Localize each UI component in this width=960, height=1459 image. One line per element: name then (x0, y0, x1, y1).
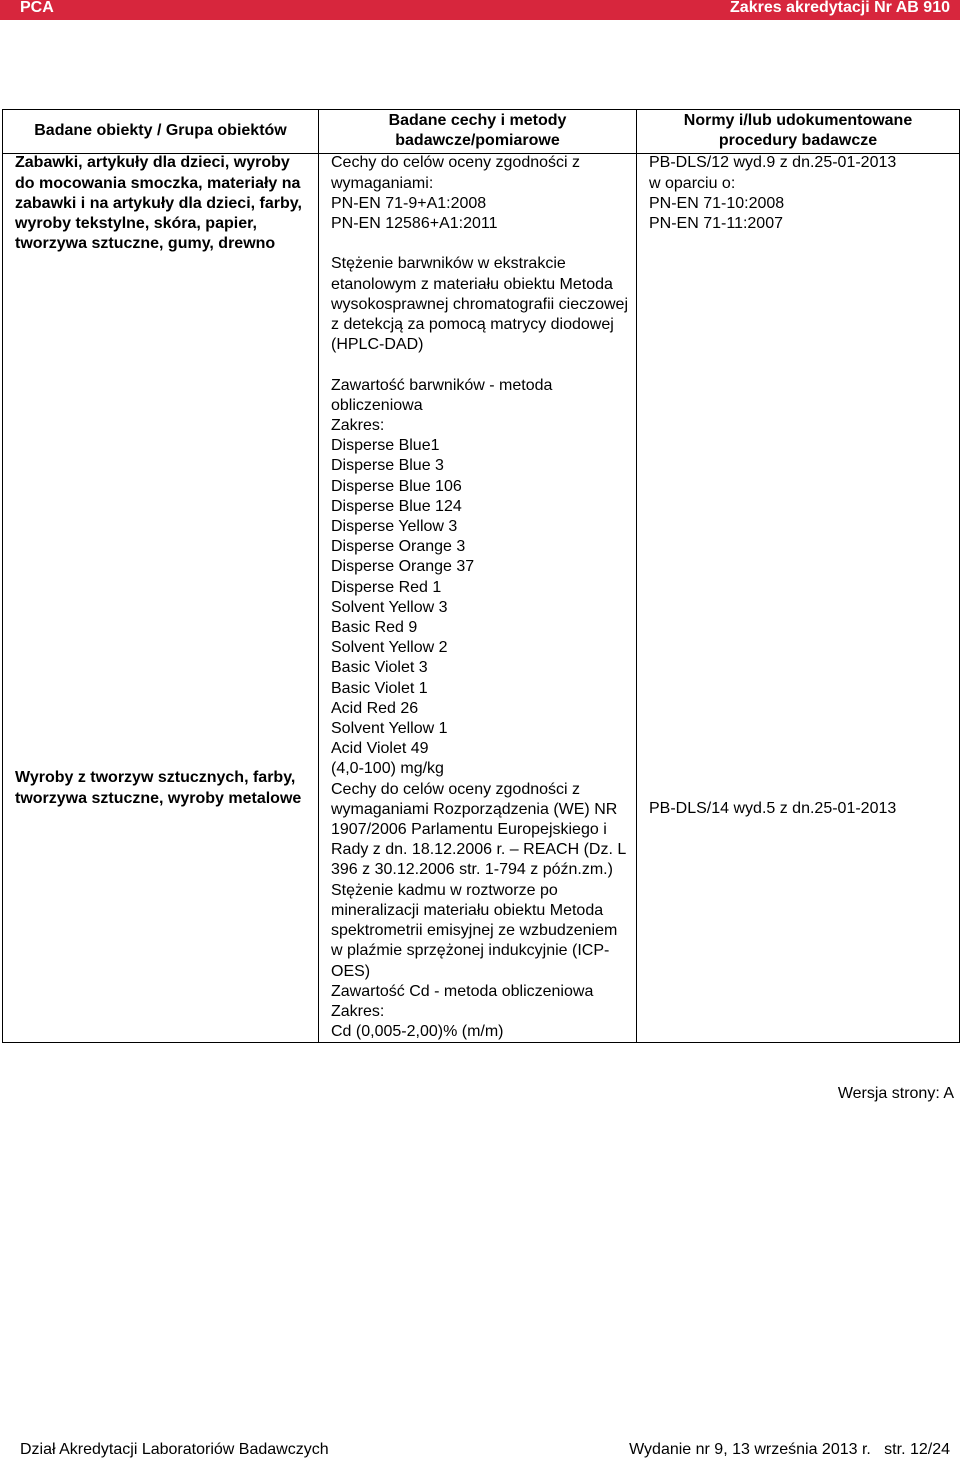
features-intro: Cechy do celów oceny zgodności z wymaganiami: (331, 154, 581, 192)
footer-left: Dział Akredytacji Laboratoriów Badawczych (20, 1441, 329, 1458)
list-item: Disperse Orange 3 (331, 538, 466, 556)
norms-cell (637, 154, 960, 1043)
list-item: Solvent Yellow 1 (331, 720, 448, 738)
table-header-row (3, 110, 960, 154)
features-method: Stężenie barwników w ekstrakcie etanolowym z materiału obiektu Metoda wysokosprawnej chromatografii cieczowej z detekcją za pomocą matrycy diodowej (HPLC-DAD) (331, 255, 629, 354)
header-left: PCA (20, 0, 54, 16)
features-cell (319, 154, 637, 1043)
features-calc: Zawartość barwników - metoda obliczeniowa (331, 376, 553, 414)
table-row (3, 154, 960, 1043)
cadmium-method: Stężenie kadmu w roztworze po mineralizacji materiału obiektu Metoda spektrometrii emisyjnej ze wzbudzeniem w plaźmie sprzężonej indukcyjnie (ICP-OES) (331, 881, 618, 980)
page-header-bar (0, 0, 960, 20)
objects-text-2: Wyroby z tworzyw sztucznych, farby, tworzywa sztuczne, wyroby metalowe (15, 769, 302, 807)
range-label-2: Zakres: (331, 1002, 385, 1020)
reach-text: Cechy do celów oceny zgodności z wymaganiami Rozporządzenia (WE) NR 1907/2006 Parlamentu Europejskiego i Rady z dn. 18.12.2006 r. – REACH (Dz. L 396 z 30.12.2006 str. 1-794 z późn.zm.) (331, 780, 626, 879)
list-item: Solvent Yellow 3 (331, 598, 448, 616)
list-item: Solvent Yellow 2 (331, 639, 448, 657)
norm-basis: w oparciu o: (649, 174, 736, 192)
objects-cell (3, 154, 319, 1043)
list-item: Acid Violet 49 (331, 740, 429, 758)
footer-right: Wydanie nr 9, 13 września 2013 r. str. 12/24 (629, 1441, 950, 1458)
list-item: Disperse Orange 37 (331, 558, 475, 576)
norm-standard-1: PN-EN 71-10:2008 (649, 194, 785, 212)
list-item: Disperse Yellow 3 (331, 518, 458, 536)
list-item: Basic Red 9 (331, 619, 418, 637)
header-objects-label: Badane obiekty / Grupa obiektów (34, 122, 287, 140)
list-item: Disperse Red 1 (331, 578, 442, 596)
features-norm-2: PN-EN 12586+A1:2011 (331, 215, 498, 233)
header-norms-label: Normy i/lub udokumentowane procedury badawcze (683, 112, 913, 150)
header-norms (637, 110, 960, 154)
list-item: Acid Red 26 (331, 699, 419, 717)
list-item: (4,0-100) mg/kg (331, 760, 444, 778)
scope-table (2, 109, 960, 1043)
list-item: Disperse Blue 124 (331, 497, 462, 515)
list-item: Basic Violet 3 (331, 659, 428, 677)
list-item: Basic Violet 1 (331, 679, 428, 697)
header-objects (3, 110, 319, 154)
objects-text: Zabawki, artykuły dla dzieci, wyroby do mocowania smoczka, materiały na zabawki i na artykuły dla dzieci, farby, wyroby tekstylne, skóra, papier, tworzywa sztuczne, gumy, drewno (15, 154, 302, 253)
header-features-label: Badane cechy i metody badawcze/pomiarowe (388, 112, 567, 150)
list-item: Disperse Blue1 (331, 437, 440, 455)
header-features (319, 110, 637, 154)
list-item: Disperse Blue 106 (331, 477, 462, 495)
norm-standard-2: PN-EN 71-11:2007 (649, 215, 783, 233)
cadmium-calc: Zawartość Cd - metoda obliczeniowa (331, 982, 594, 1000)
range-label: Zakres: (331, 417, 385, 435)
dye-list (331, 436, 630, 779)
cadmium-range: Cd (0,005-2,00)% (m/m) (331, 1023, 504, 1041)
page-version: Wersja strony: A (837, 1085, 954, 1102)
header-title: Zakres akredytacji Nr AB 910 (730, 0, 950, 16)
list-item: Disperse Blue 3 (331, 457, 444, 475)
norm-procedure: PB-DLS/12 wyd.9 z dn.25-01-2013 (649, 154, 897, 172)
norm-procedure-2: PB-DLS/14 wyd.5 z dn.25-01-2013 (649, 800, 897, 818)
features-norm-1: PN-EN 71-9+A1:2008 (331, 194, 487, 212)
